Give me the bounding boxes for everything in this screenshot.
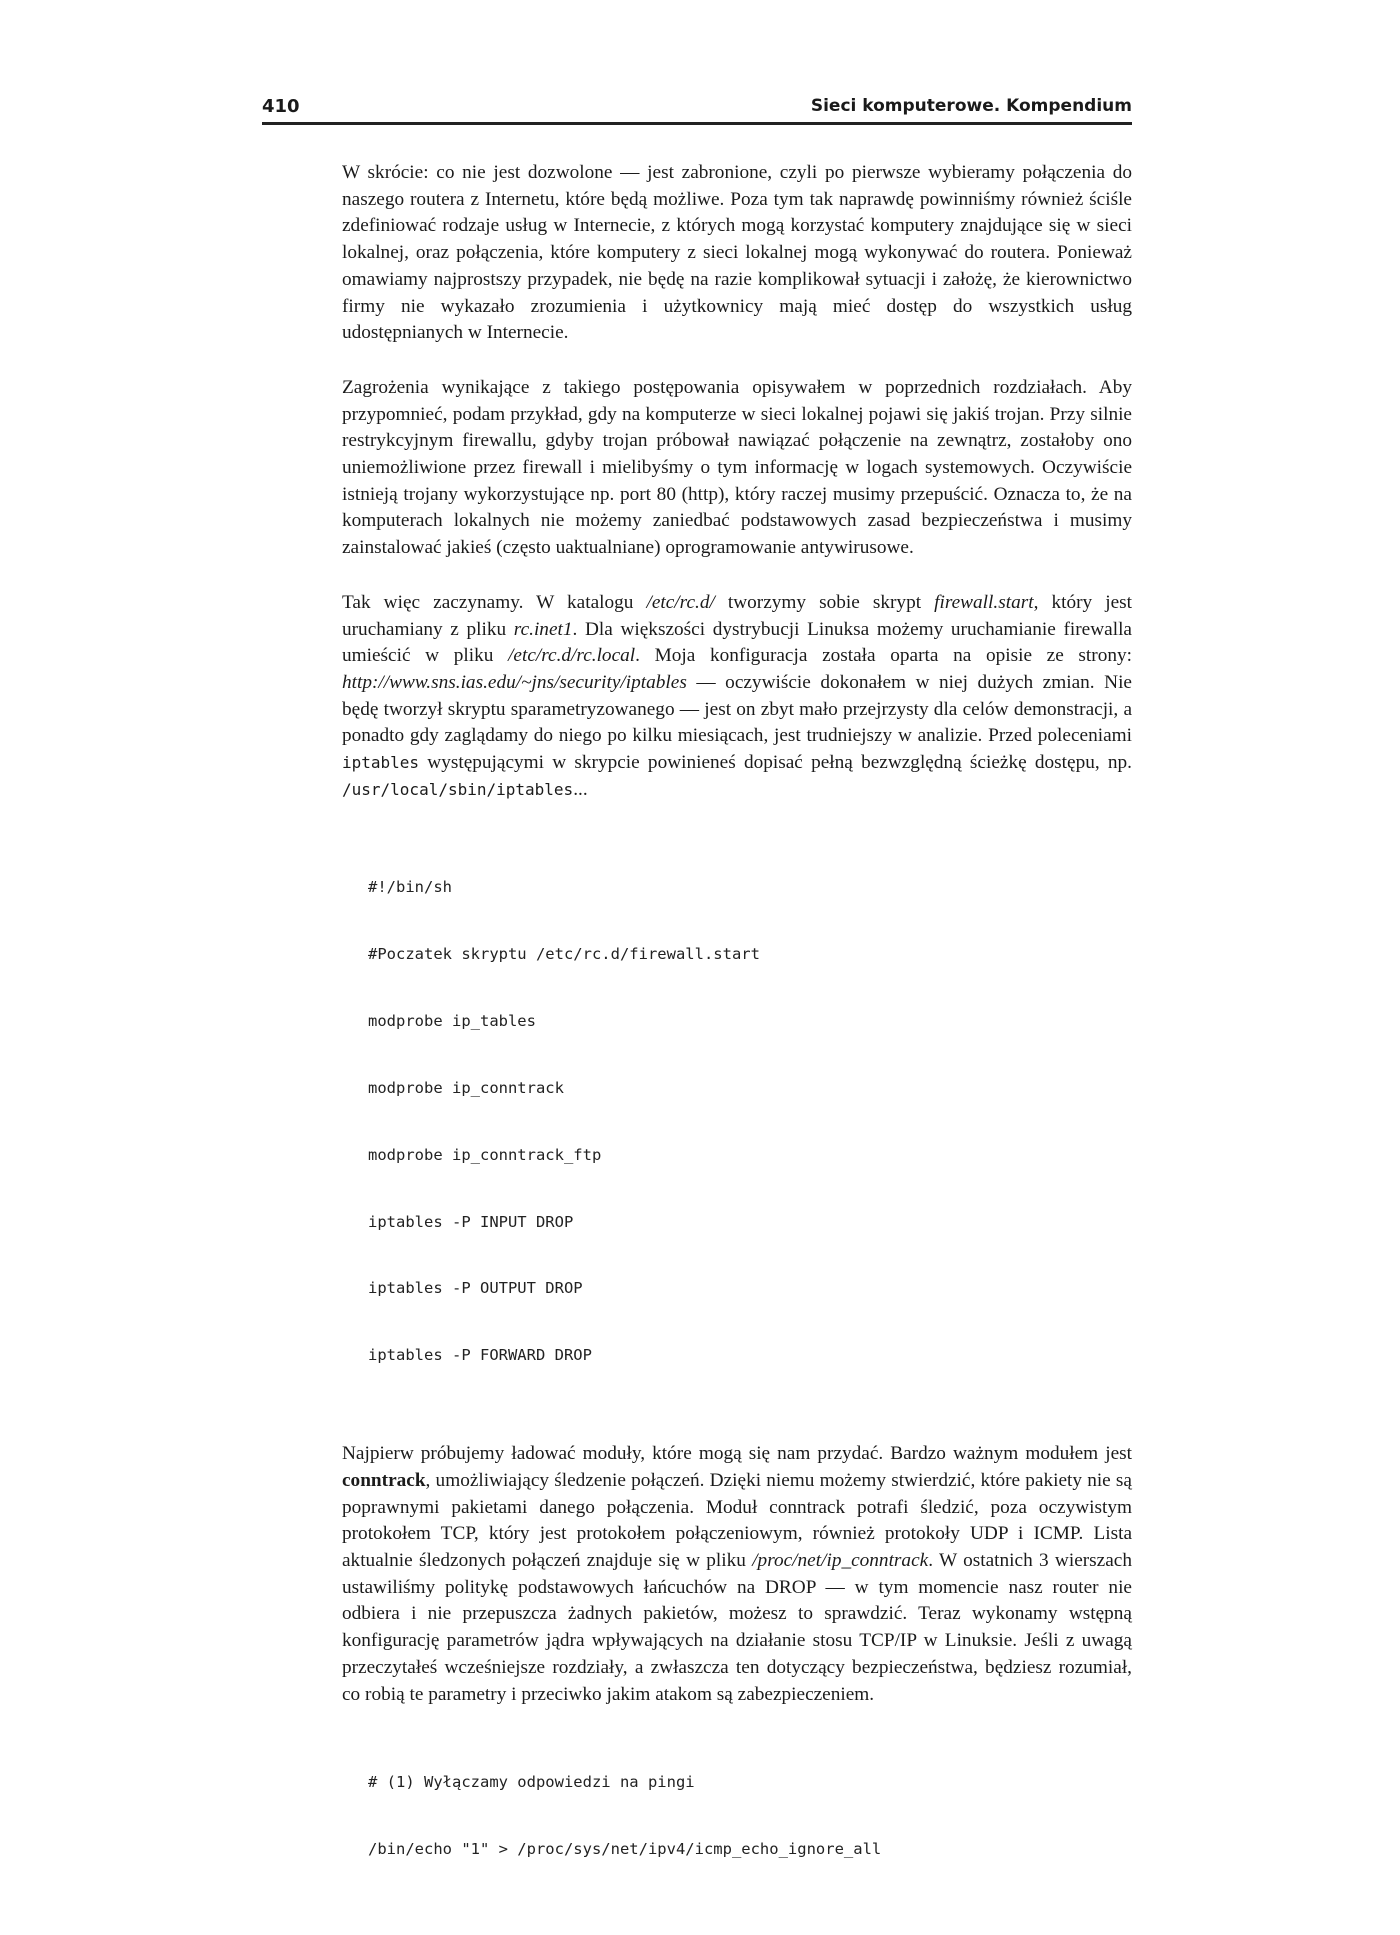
- module-conntrack: conntrack: [342, 1469, 426, 1491]
- paragraph-3: [342, 590, 1132, 804]
- file-rc-inet1: rc.inet1: [513, 618, 573, 640]
- inline-command-path: /usr/local/sbin/iptables: [342, 779, 574, 799]
- text-run: — oczywiście dokonałem w niej dużych zmian. Nie będę tworzył skryptu sparametryzowanego — jest on zbyt mało przejrzysty dla celów demonstracji, a ponadto gdy zaglądamy do niego po kilku miesiącach, jest trudniejszy w analizie. Przed poleceniami: [342, 671, 1132, 747]
- paragraph-1: W skrócie: co nie jest dozwolone — jest zabronione, czyli po pierwsze wybieramy połączenia do naszego routera z Internetu, które będą możliwe. Poza tym tak naprawdę powinniśmy również ściśle zdefiniować rodzaje usług w Internecie, z których mogą korzystać komputery znajdujące się w sieci lokalnej, oraz połączenia, które komputery z sieci lokalnej mogą wykonywać do routera. Ponieważ omawiamy najprostszy przypadek, nie będę na razie komplikował sytuacji i założę, że kierownictwo firmy nie wykazało zrozumienia i użytkownicy mają mieć dostęp do wszystkich usług udostępnianych w Internecie.: [342, 162, 1132, 344]
- path-etc-rcd: /etc/rc.d/: [646, 591, 715, 613]
- code-line: modprobe ip_tables: [368, 1011, 536, 1030]
- text-run: ...: [573, 778, 588, 800]
- script-name: firewall.start: [934, 591, 1034, 613]
- code-line: # (1) Wyłączamy odpowiedzi na pingi: [368, 1772, 695, 1791]
- code-line: #!/bin/sh: [368, 878, 452, 897]
- code-line: iptables -P OUTPUT DROP: [368, 1279, 583, 1298]
- code-block-icmp: [368, 1726, 1132, 1904]
- code-line: /bin/echo "1" > /proc/sys/net/ipv4/icmp_echo_ignore_all: [368, 1839, 882, 1858]
- header-rule: [262, 122, 1132, 125]
- inline-command-iptables: iptables: [342, 753, 420, 773]
- text-run: , który jest uruchamiany z pliku: [342, 591, 1132, 640]
- page-number: 410: [262, 96, 300, 117]
- text-run: . W ostatnich 3 wierszach ustawiliśmy politykę podstawowych łańcuchów na DROP — w tym momencie nasz router nie odbiera i nie przepuszcza żadnych pakietów, możesz to sprawdzić. Teraz wykonamy wstępną konfigurację parametrów jądra wpływających na działanie stosu TCP/IP w Linuksie. Jeśli z uwagą przeczytałeś wcześniejsze rozdziały, a zwłaszcza ten dotyczący bezpieczeństwa, będziesz rozumiał, co robią te parametry i przeciwko jakim atakom są zabezpieczeniem.: [342, 1550, 1132, 1705]
- text-run: tworzymy sobie skrypt: [714, 591, 935, 613]
- code-line: iptables -P FORWARD DROP: [368, 1346, 592, 1365]
- text-run: Najpierw próbujemy ładować moduły, które mogą się nam przydać. Bardzo ważnym modułem jest: [342, 1443, 1132, 1465]
- paragraph-4: [342, 1441, 1132, 1708]
- file-rc-local: /etc/rc.d/rc.local: [508, 645, 636, 667]
- code-block-firewall-start: [368, 831, 1132, 1411]
- code-line: modprobe ip_conntrack_ftp: [368, 1145, 602, 1164]
- code-line: modprobe ip_conntrack: [368, 1078, 564, 1097]
- code-line: #Poczatek skryptu /etc/rc.d/firewall.start: [368, 944, 760, 963]
- path-ip-conntrack: /proc/net/ip_conntrack: [752, 1550, 929, 1571]
- page-body: [342, 160, 1132, 1935]
- source-url: http://www.sns.ias.edu/~jns/security/iptables: [342, 671, 687, 693]
- running-head: [262, 96, 1132, 122]
- text-run: . Moja konfiguracja została oparta na opisie ze strony:: [635, 645, 1132, 667]
- text-run: występującymi w skrypcie powinieneś dopisać pełną bezwzględną ścieżkę dostępu, np.: [419, 752, 1132, 774]
- text-run: , umożliwiający śledzenie połączeń. Dzięki niemu możemy stwierdzić, które pakiety nie są poprawnymi pakietami danego połączenia. Moduł conntrack potrafi śledzić, poza oczywistym protokołem TCP, który jest protokołem połączeniowym, również protokoły UDP i ICMP. Lista aktualnie śledzonych połączeń znajduje się w pliku: [342, 1469, 1132, 1571]
- paragraph-2: Zagrożenia wynikające z takiego postępowania opisywałem w poprzednich rozdziałach. Aby przypomnieć, podam przykład, gdy na komputerze w sieci lokalnej pojawi się jakiś trojan. Przy silnie restrykcyjnym firewallu, gdyby trojan próbował nawiązać połączenie na zewnątrz, zostałoby ono uniemożliwione przez firewall i mielibyśmy o tym informację w logach systemowych. Oczywiście istnieją trojany wykorzystujące np. port 80 (http), który raczej musimy przepuścić. Oznacza to, że na komputerach lokalnych nie możemy zaniedbać podstawowych zasad bezpieczeństwa i musimy zainstalować jakieś (często uaktualniane) oprogramowanie antywirusowe.: [342, 376, 1132, 559]
- book-title: Sieci komputerowe. Kompendium: [810, 96, 1132, 116]
- text-run: Tak więc zaczynamy. W katalogu: [342, 591, 647, 613]
- code-line: iptables -P INPUT DROP: [368, 1212, 574, 1231]
- text-run: . Dla większości dystrybucji Linuksa możemy uruchamianie firewalla umieścić w pliku: [342, 618, 1132, 667]
